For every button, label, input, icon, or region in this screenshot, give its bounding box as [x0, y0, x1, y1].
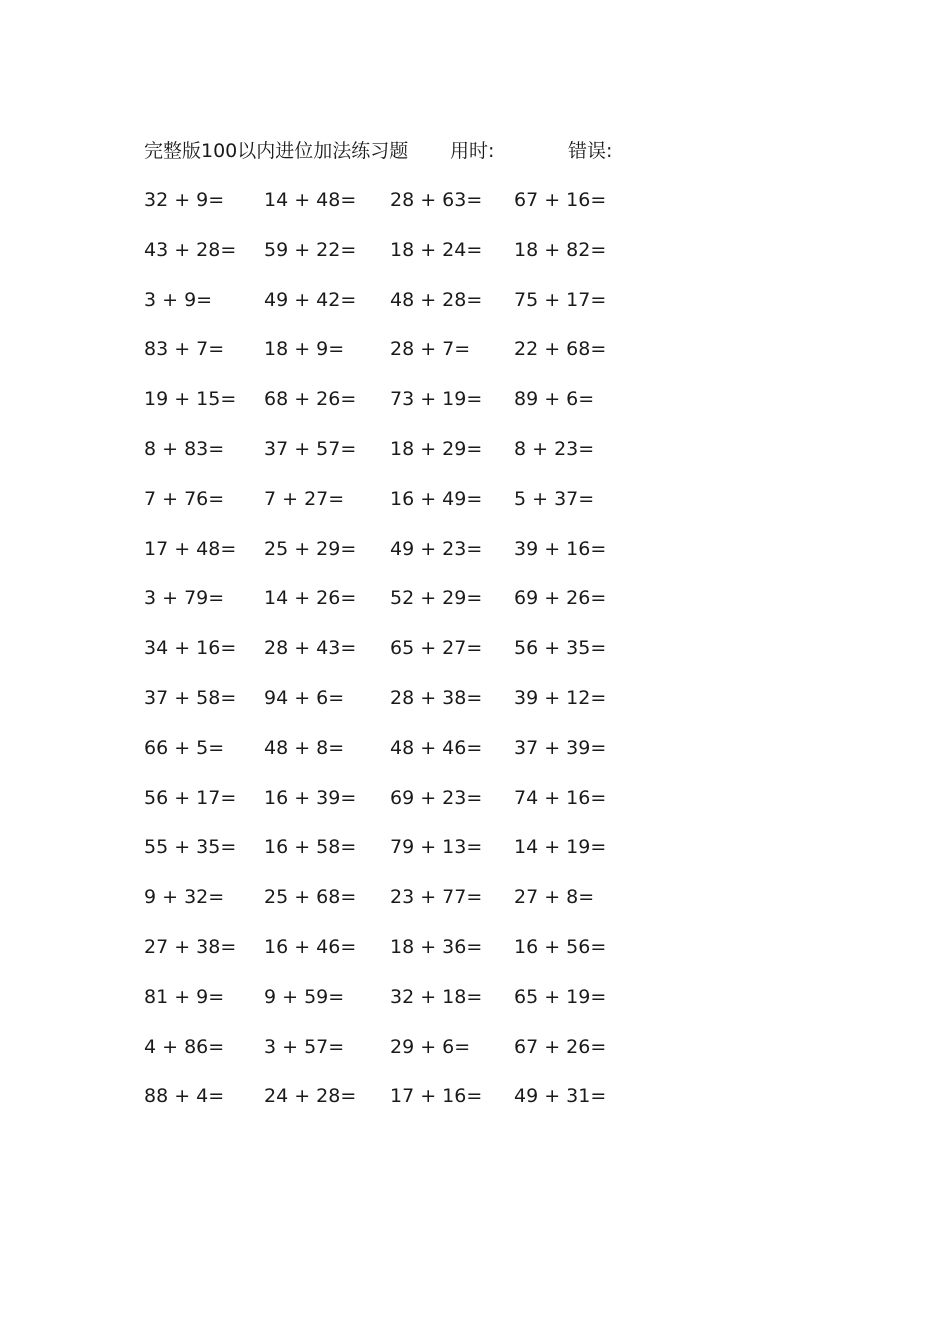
- problem-item: 18 + 24=: [390, 238, 483, 261]
- problem-item: 3 + 79=: [144, 587, 225, 610]
- problem-item: 68 + 26=: [264, 388, 357, 411]
- problem-item: 69 + 23=: [390, 786, 483, 809]
- problem-item: 39 + 12=: [514, 686, 607, 709]
- problem-item: 8 + 83=: [144, 437, 225, 460]
- problem-item: 28 + 63=: [390, 189, 483, 211]
- problem-item: 49 + 31=: [514, 1085, 607, 1108]
- problem-row: [0, 882, 950, 932]
- errors-label: 错误:: [568, 140, 613, 162]
- problem-item: 79 + 13=: [390, 836, 483, 859]
- problem-row: [0, 285, 950, 335]
- problem-item: 19 + 15=: [144, 388, 237, 411]
- problem-item: 69 + 26=: [514, 587, 607, 610]
- problem-item: 48 + 46=: [390, 736, 483, 759]
- problem-row: [0, 583, 950, 633]
- problem-item: 81 + 9=: [144, 985, 225, 1008]
- problem-item: 28 + 7=: [390, 338, 471, 361]
- problem-row: [0, 733, 950, 783]
- problem-item: 37 + 57=: [264, 437, 357, 460]
- problem-item: 27 + 8=: [514, 886, 595, 909]
- worksheet-title: 完整版100以内进位加法练习题: [144, 140, 409, 162]
- problem-item: 65 + 19=: [514, 985, 607, 1008]
- problem-row: [0, 982, 950, 1032]
- problem-item: 56 + 17=: [144, 786, 237, 809]
- problem-item: 32 + 18=: [390, 985, 483, 1008]
- problem-row: [0, 185, 950, 235]
- problem-item: 74 + 16=: [514, 786, 607, 809]
- problem-row: [0, 235, 950, 285]
- problem-row: [0, 484, 950, 534]
- problem-item: 4 + 86=: [144, 1035, 225, 1058]
- problem-item: 89 + 6=: [514, 388, 595, 411]
- problem-item: 27 + 38=: [144, 935, 237, 958]
- problem-item: 9 + 32=: [144, 886, 225, 909]
- problem-item: 24 + 28=: [264, 1085, 357, 1108]
- problem-row: [0, 932, 950, 982]
- problem-item: 16 + 39=: [264, 786, 357, 809]
- problem-item: 18 + 29=: [390, 437, 483, 460]
- problem-item: 49 + 42=: [264, 288, 357, 311]
- problem-item: 14 + 48=: [264, 189, 357, 211]
- worksheet-header: [0, 136, 950, 166]
- problem-item: 29 + 6=: [390, 1035, 471, 1058]
- problem-item: 14 + 26=: [264, 587, 357, 610]
- problem-row: [0, 783, 950, 833]
- problem-item: 9 + 59=: [264, 985, 345, 1008]
- problem-item: 18 + 82=: [514, 238, 607, 261]
- problem-item: 8 + 23=: [514, 437, 595, 460]
- problem-item: 18 + 9=: [264, 338, 345, 361]
- problem-item: 7 + 76=: [144, 487, 225, 510]
- problem-item: 16 + 49=: [390, 487, 483, 510]
- problem-item: 48 + 28=: [390, 288, 483, 311]
- problem-row: [0, 832, 950, 882]
- problem-item: 73 + 19=: [390, 388, 483, 411]
- problem-item: 49 + 23=: [390, 537, 483, 560]
- problem-item: 28 + 43=: [264, 637, 357, 660]
- problem-item: 14 + 19=: [514, 836, 607, 859]
- problem-item: 23 + 77=: [390, 886, 483, 909]
- problem-item: 18 + 36=: [390, 935, 483, 958]
- problem-row: [0, 384, 950, 434]
- problem-item: 75 + 17=: [514, 288, 607, 311]
- problem-item: 55 + 35=: [144, 836, 237, 859]
- problem-item: 3 + 57=: [264, 1035, 345, 1058]
- problem-item: 32 + 9=: [144, 189, 225, 211]
- problem-item: 34 + 16=: [144, 637, 237, 660]
- problem-item: 65 + 27=: [390, 637, 483, 660]
- problem-row: [0, 1032, 950, 1082]
- problem-item: 16 + 46=: [264, 935, 357, 958]
- problem-item: 25 + 29=: [264, 537, 357, 560]
- problem-item: 37 + 39=: [514, 736, 607, 759]
- problem-item: 17 + 16=: [390, 1085, 483, 1108]
- problem-item: 17 + 48=: [144, 537, 237, 560]
- problem-item: 5 + 37=: [514, 487, 595, 510]
- problem-item: 39 + 16=: [514, 537, 607, 560]
- problem-item: 52 + 29=: [390, 587, 483, 610]
- problem-item: 56 + 35=: [514, 637, 607, 660]
- problem-item: 59 + 22=: [264, 238, 357, 261]
- problem-item: 3 + 9=: [144, 288, 213, 311]
- problem-item: 25 + 68=: [264, 886, 357, 909]
- problem-item: 67 + 16=: [514, 189, 607, 211]
- problem-item: 83 + 7=: [144, 338, 225, 361]
- time-label: 用时:: [450, 140, 495, 162]
- problem-item: 48 + 8=: [264, 736, 345, 759]
- problem-row: [0, 633, 950, 683]
- problem-item: 7 + 27=: [264, 487, 345, 510]
- problem-item: 67 + 26=: [514, 1035, 607, 1058]
- problem-item: 94 + 6=: [264, 686, 345, 709]
- problem-row: [0, 683, 950, 733]
- problem-row: [0, 534, 950, 584]
- problem-item: 16 + 56=: [514, 935, 607, 958]
- problem-item: 43 + 28=: [144, 238, 237, 261]
- problem-grid: [0, 185, 950, 1131]
- problem-row: [0, 434, 950, 484]
- problem-item: 37 + 58=: [144, 686, 237, 709]
- problem-row: [0, 1081, 950, 1131]
- problem-item: 28 + 38=: [390, 686, 483, 709]
- problem-item: 66 + 5=: [144, 736, 225, 759]
- problem-row: [0, 334, 950, 384]
- problem-item: 88 + 4=: [144, 1085, 225, 1108]
- problem-item: 16 + 58=: [264, 836, 357, 859]
- problem-item: 22 + 68=: [514, 338, 607, 361]
